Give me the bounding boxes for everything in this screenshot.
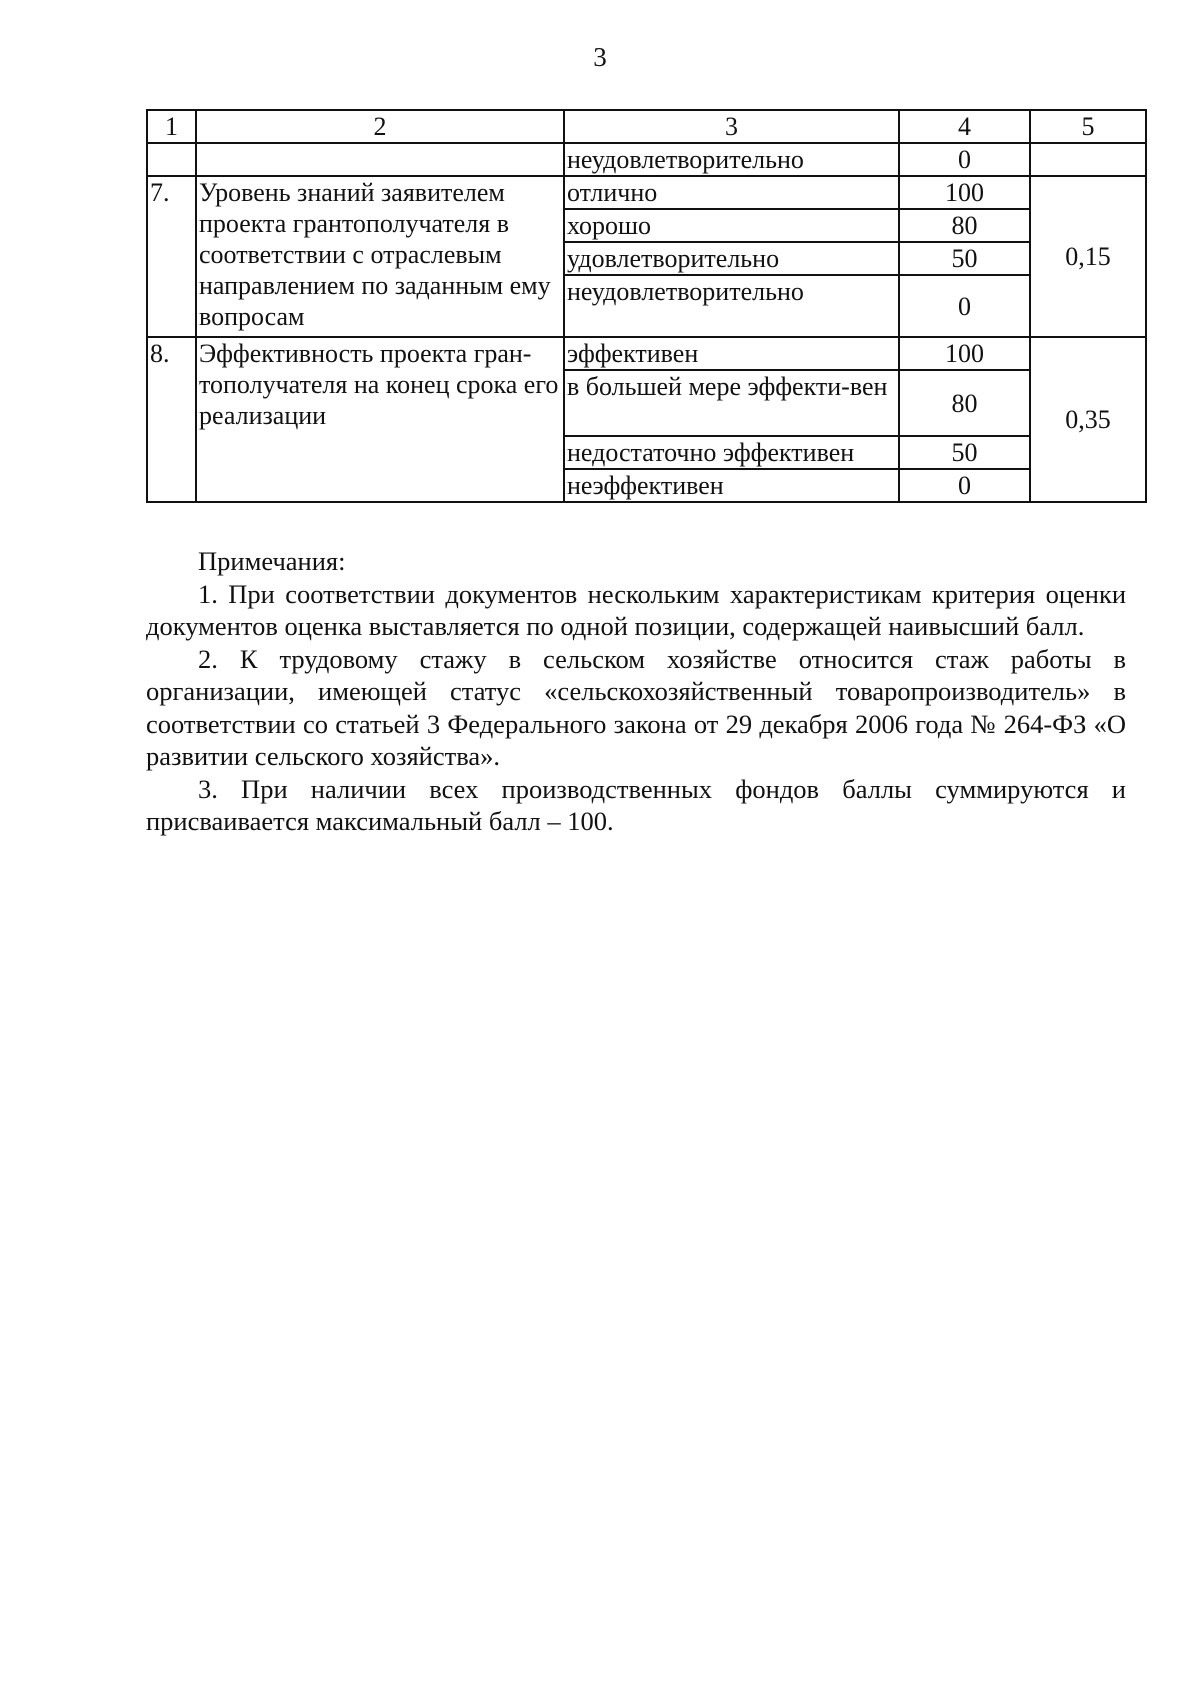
score-cell: 80 bbox=[899, 209, 1030, 242]
score-cell: 50 bbox=[899, 436, 1030, 469]
column-header: 1 bbox=[147, 110, 196, 143]
score-cell: 50 bbox=[899, 242, 1030, 275]
weight-cell: 0,35 bbox=[1030, 337, 1146, 502]
notes-title: Примечания: bbox=[198, 546, 346, 576]
criterion-cell: Эффективность проекта гран-тополучателя на конец срока его реализации bbox=[196, 337, 564, 502]
option-cell: хорошо bbox=[564, 209, 899, 242]
page-number: 3 bbox=[593, 42, 607, 72]
option-cell: удовлетворительно bbox=[564, 242, 899, 275]
option-cell: неудовлетворительно bbox=[564, 143, 899, 176]
empty-cell bbox=[147, 143, 196, 176]
notes-section bbox=[146, 545, 1126, 838]
score-cell: 0 bbox=[899, 143, 1030, 176]
table-row bbox=[147, 143, 1146, 176]
note-item: 3. При наличии всех производственных фондов баллы суммируются и присваивается максимальный балл – 100. bbox=[146, 773, 1126, 836]
score-cell: 0 bbox=[899, 275, 1030, 337]
column-header: 3 bbox=[564, 110, 899, 143]
row-number: 8. bbox=[147, 337, 196, 502]
weight-cell: 0,15 bbox=[1030, 176, 1146, 337]
column-header: 5 bbox=[1030, 110, 1146, 143]
score-cell: 100 bbox=[899, 176, 1030, 209]
table-row bbox=[147, 337, 1146, 370]
option-cell: неудовлетворительно bbox=[564, 275, 899, 337]
table-row bbox=[147, 176, 1146, 209]
column-header: 2 bbox=[196, 110, 564, 143]
score-cell: 100 bbox=[899, 337, 1030, 370]
empty-cell bbox=[1030, 143, 1146, 176]
option-cell: отлично bbox=[564, 176, 899, 209]
row-number: 7. bbox=[147, 176, 196, 337]
option-cell: эффективен bbox=[564, 337, 899, 370]
column-header: 4 bbox=[899, 110, 1030, 143]
criterion-cell: Уровень знаний заявителем проекта грантополучателя в соответствии с отраслевым направлением по заданным ему вопросам bbox=[196, 176, 564, 337]
score-cell: 0 bbox=[899, 469, 1030, 502]
table-header-row bbox=[147, 110, 1146, 143]
option-cell: неэффективен bbox=[564, 469, 899, 502]
criteria-table bbox=[146, 109, 1147, 503]
option-cell: в большей мере эффекти-вен bbox=[564, 370, 899, 436]
note-item: 1. При соответствии документов нескольким характеристикам критерия оценки документов оценка выставляется по одной позиции, содержащей наивысший балл. bbox=[146, 578, 1126, 641]
empty-cell bbox=[196, 143, 564, 176]
score-cell: 80 bbox=[899, 370, 1030, 436]
option-cell: недостаточно эффективен bbox=[564, 436, 899, 469]
note-item: 2. К трудовому стажу в сельском хозяйстве относится стаж работы в организации, имеющей статус «сельскохозяйственный товаропроизводитель» в соответствии со статьей 3 Федерального закона от 29 декабря 2006 года № 264-ФЗ «О развитии сельского хозяйства». bbox=[146, 643, 1126, 771]
